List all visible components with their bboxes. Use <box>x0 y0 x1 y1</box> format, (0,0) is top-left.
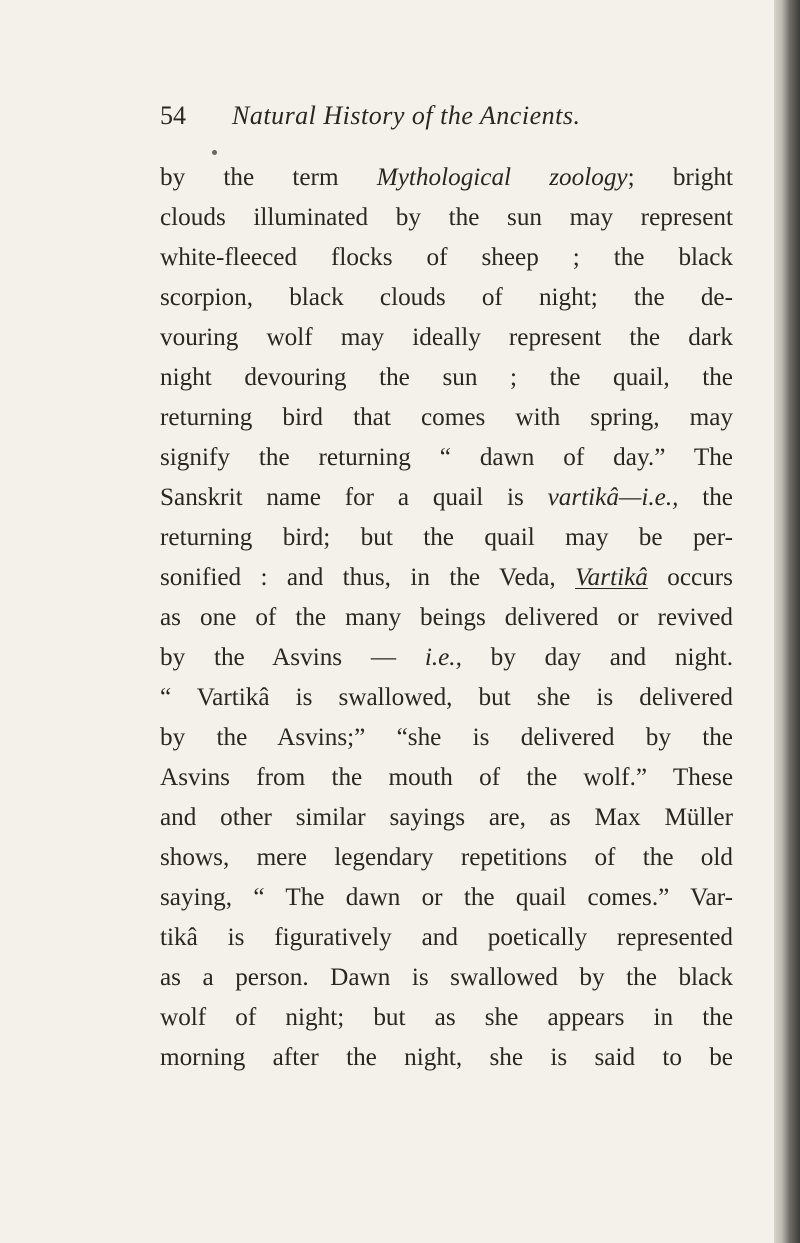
text-line: scorpion, black clouds of night; the de- <box>160 284 733 311</box>
text-line: white-fleeced flocks of sheep ; the black <box>160 244 733 271</box>
text-line: by the Asvins — i.e., by day and night. <box>160 644 733 671</box>
text-line: Asvins from the mouth of the wolf.” These <box>160 764 733 791</box>
text-line: wolf of night; but as she appears in the <box>160 1004 733 1031</box>
text-line: by the term Mythological zoology; bright <box>160 164 733 191</box>
text-line: shows, mere legendary repetitions of the old <box>160 844 733 871</box>
text-line: signify the returning “ dawn of day.” The <box>160 444 733 471</box>
text-line: clouds illuminated by the sun may represent <box>160 204 733 231</box>
page-edge-shadow <box>774 0 800 1243</box>
page-header <box>160 96 720 136</box>
body-paragraph <box>160 158 733 1078</box>
text-line: as a person. Dawn is swallowed by the black <box>160 964 733 991</box>
page-number: 54 <box>160 101 186 130</box>
text-line: saying, “ The dawn or the quail comes.” Var- <box>160 884 733 911</box>
ink-speck <box>212 150 217 155</box>
text-line: vouring wolf may ideally represent the dark <box>160 324 733 351</box>
text-line: returning bird that comes with spring, may <box>160 404 733 431</box>
text-line: “ Vartikâ is swallowed, but she is delivered <box>160 684 733 711</box>
text-line: and other similar sayings are, as Max Müller <box>160 804 733 831</box>
text-line: night devouring the sun ; the quail, the <box>160 364 733 391</box>
text-line: tikâ is figuratively and poetically represented <box>160 924 733 951</box>
text-line: returning bird; but the quail may be per- <box>160 524 733 551</box>
text-line: morning after the night, she is said to be <box>160 1044 733 1071</box>
text-line: sonified : and thus, in the Veda, Vartikâ occurs <box>160 564 733 591</box>
text-line: Sanskrit name for a quail is vartikâ—i.e., the <box>160 484 733 511</box>
text-line: by the Asvins;” “she is delivered by the <box>160 724 733 751</box>
text-line: as one of the many beings delivered or revived <box>160 604 733 631</box>
running-head: Natural History of the Ancients. <box>232 101 581 130</box>
